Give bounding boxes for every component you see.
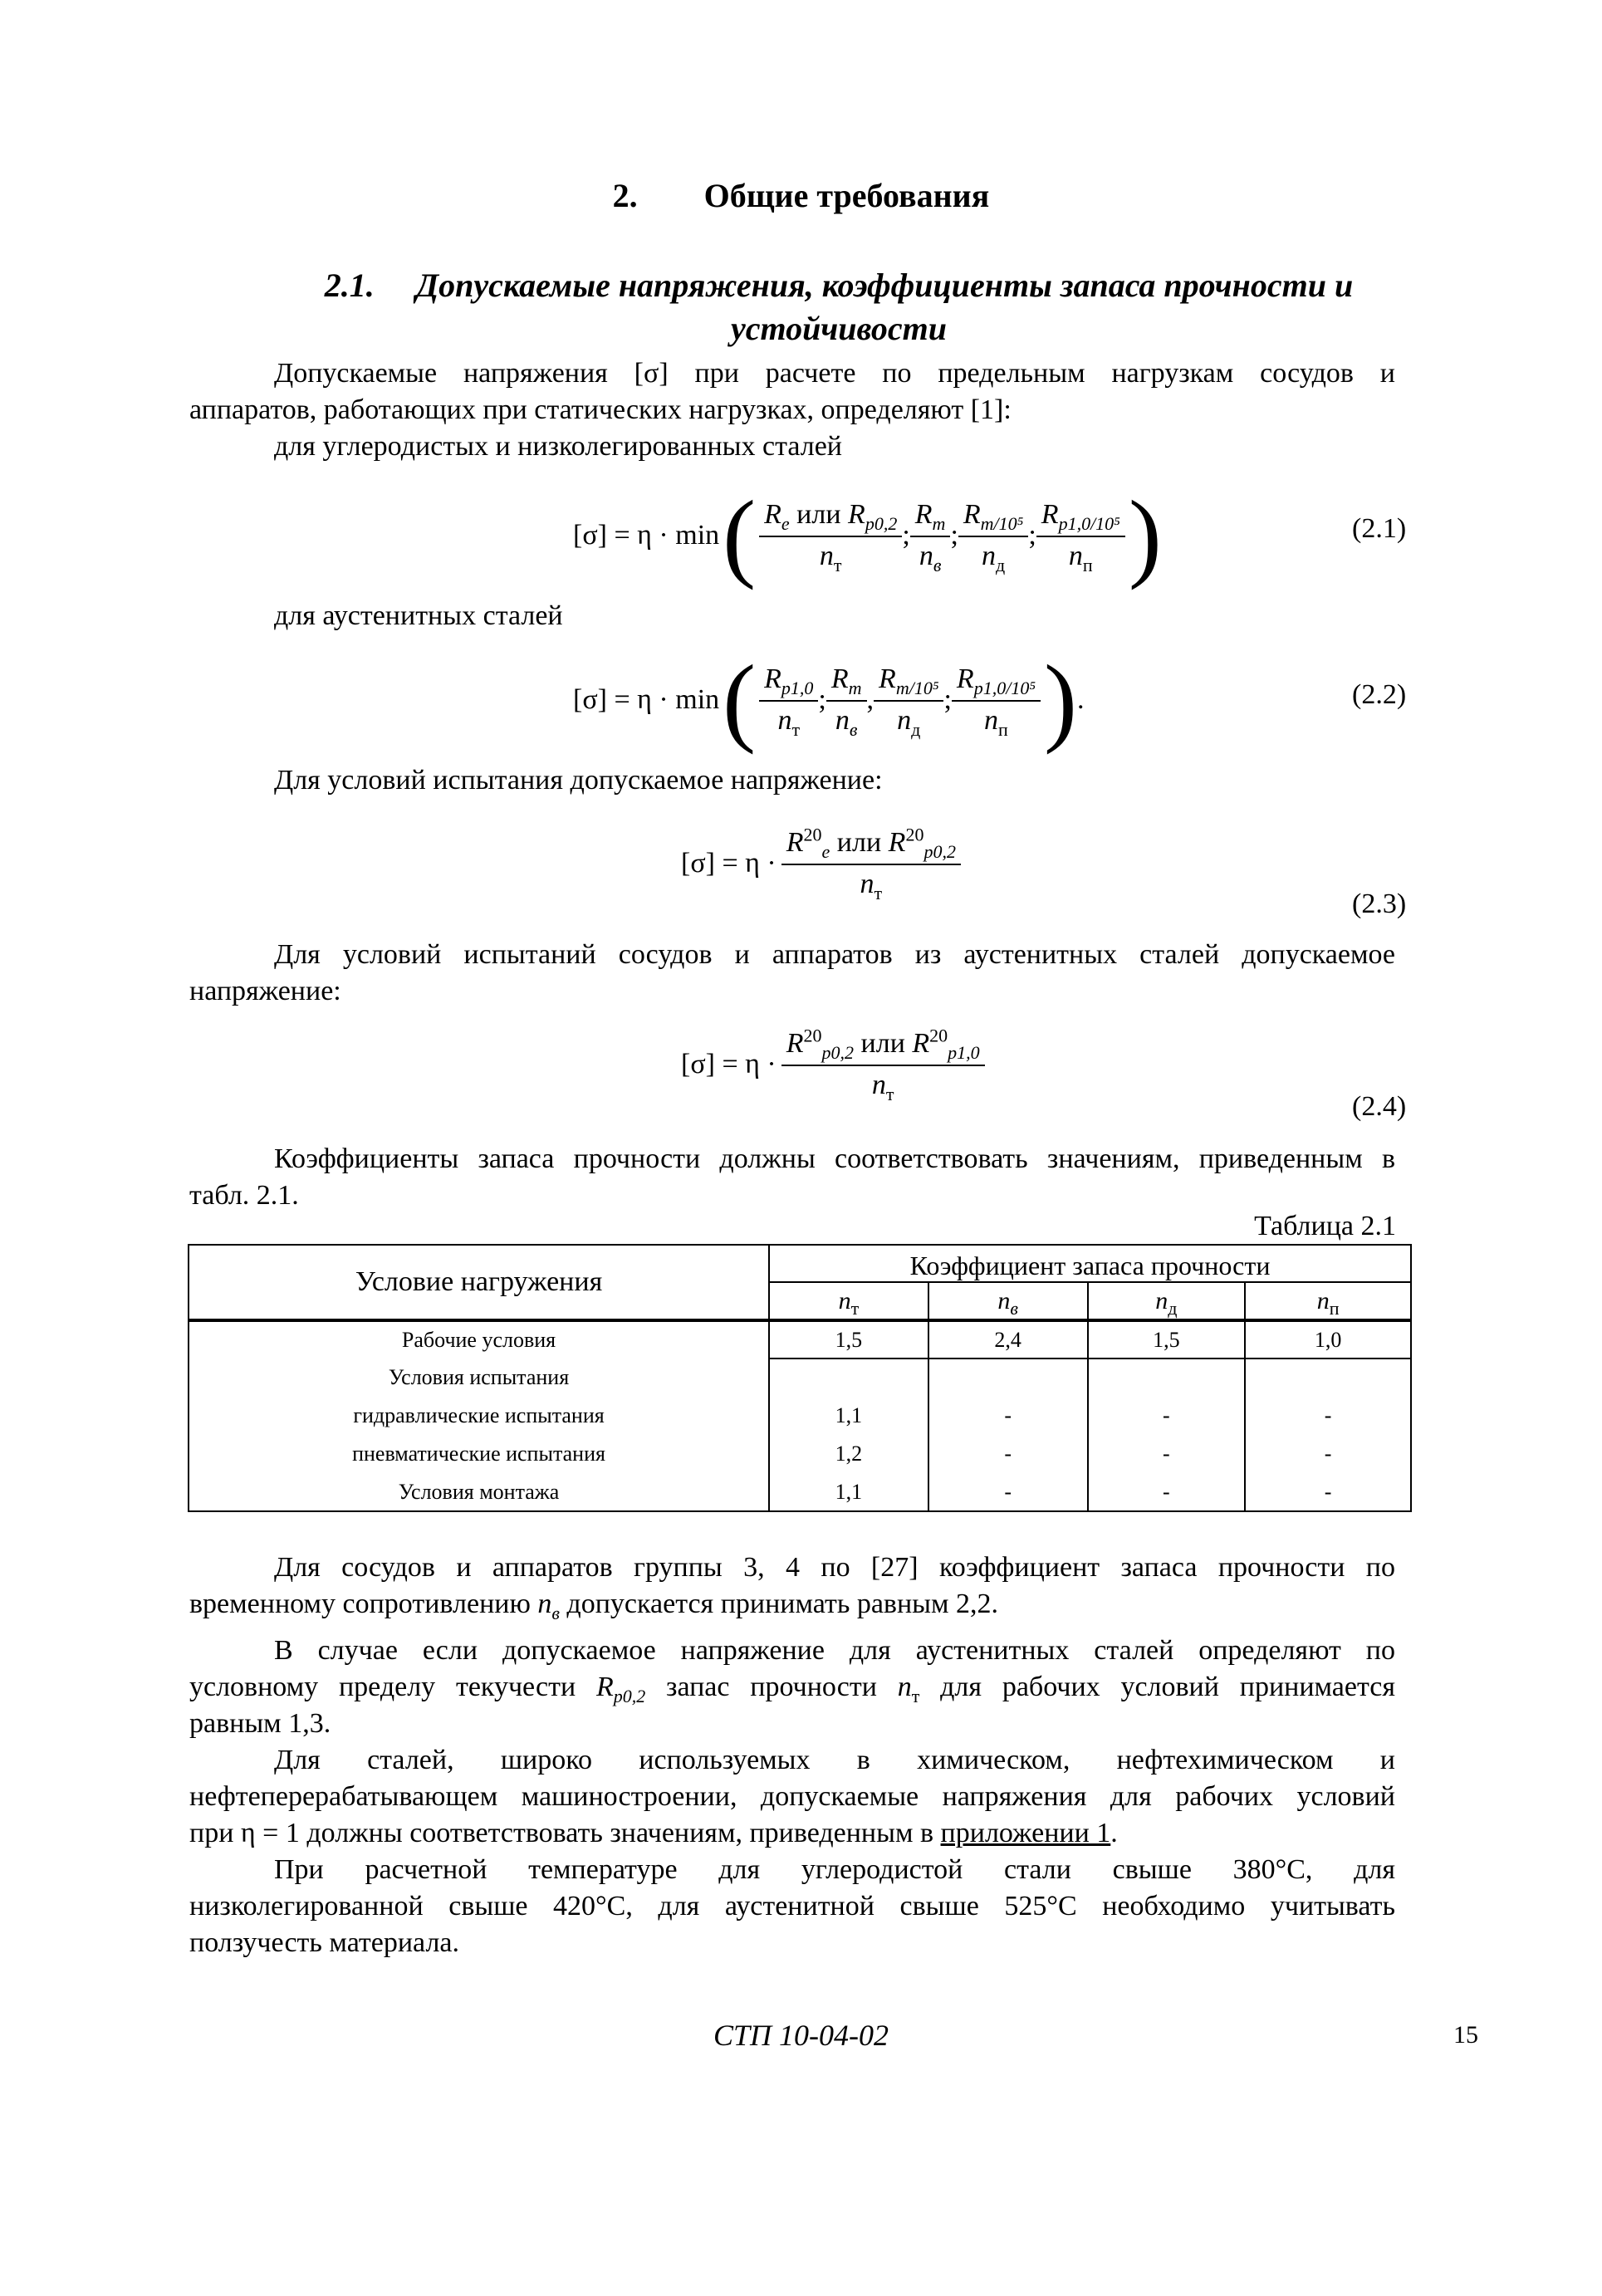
- eq2-term1: $\frac{R_{p1,0}}{n_т}$: [759, 663, 818, 737]
- eq3-fraction: $\frac{R^{20}_e или R^{20}_{p0,2}}{n_т}$: [781, 827, 961, 900]
- eq2-term4: $\frac{R_{p1,0/10^5}}{n_п}$: [952, 663, 1041, 737]
- eq1-lhs: [σ] = η · min: [573, 520, 720, 551]
- equation-2-2: [573, 646, 1084, 754]
- para-steel-line2: нефтеперерабатывающем машиностроении, допускаемые напряжения для рабочих условий: [189, 1781, 1395, 1812]
- cell: [928, 1359, 1088, 1397]
- cell: -: [1088, 1473, 1246, 1511]
- col-n-d: $n_д$: [1088, 1282, 1246, 1320]
- eq2-sep1: ;: [818, 684, 826, 715]
- subsection-title-line2: устойчивости: [730, 310, 948, 347]
- table-caption: Таблица 2.1: [1254, 1211, 1396, 1241]
- cell: -: [1088, 1397, 1246, 1435]
- para-group-line1: Для сосудов и аппаратов группы 3, 4 по [27] коэффициент запаса прочности по: [274, 1552, 1395, 1583]
- appendix-1-link[interactable]: приложении 1: [940, 1818, 1111, 1848]
- table-row: [189, 1435, 1411, 1473]
- para-group-line2: временному сопротивлению $n_в$ допускается принимать равным 2,2.: [189, 1589, 999, 1623]
- label-carbon-steels: для углеродистых и низколегированных сталей: [274, 431, 842, 462]
- cell: -: [1324, 1403, 1332, 1427]
- para-coef-line2: табл. 2.1.: [189, 1180, 299, 1211]
- eq2-tail: .: [1076, 684, 1085, 715]
- equation-2-1: [573, 482, 1162, 590]
- section-title: Общие требования: [703, 177, 990, 214]
- row-label: Условия испытания: [189, 1359, 769, 1397]
- eq1-term2: $\frac{R_m}{n_в}$: [910, 499, 951, 572]
- eq4-fraction: $\frac{R^{20}_{p0,2} или R^{20}_{p1,0}}{n_т}$: [781, 1028, 985, 1101]
- para-steel-line1: Для сталей, широко используемых в химическом, нефтехимическом и: [274, 1745, 1395, 1775]
- table-row: [189, 1320, 1411, 1359]
- eq2-lhs: [σ] = η · min: [573, 684, 720, 715]
- para-test-austenitic-line1: Для условий испытаний сосудов и аппаратов из аустенитных сталей допускаемое: [274, 939, 1395, 970]
- row-label: гидравлические испытания: [189, 1397, 769, 1435]
- section-heading: [0, 176, 1602, 215]
- para-test-austenitic-line2: напряжение:: [189, 976, 341, 1006]
- eq2-sep3: ;: [943, 684, 952, 715]
- cell: -: [928, 1397, 1088, 1435]
- subsection-title-line1: Допускаемые напряжения, коэффициенты запаса прочности и: [415, 267, 1354, 304]
- table-row: [189, 1359, 1411, 1397]
- eq3-lhs: [σ] = η ·: [681, 848, 777, 879]
- cell: -: [928, 1473, 1088, 1511]
- cell: 1,1: [769, 1473, 928, 1511]
- eq1-term1: $\frac{R_e или R_{p0,2}}{n_т}$: [759, 499, 902, 572]
- eq1-paren-close: ): [1128, 480, 1162, 590]
- label-test-conditions: Для условий испытания допускаемое напряжение:: [274, 765, 883, 796]
- cell: -: [1324, 1442, 1332, 1466]
- eq2-term2: $\frac{R_m}{n_в}$: [826, 663, 867, 737]
- equation-2-4: [681, 1015, 985, 1114]
- col-n-t: $n_т$: [769, 1282, 928, 1320]
- col-n-v: $n_в$: [928, 1282, 1088, 1320]
- subsection-heading: [249, 264, 1428, 350]
- eq2-sep2: ,: [866, 684, 874, 715]
- cell: -: [1324, 1479, 1332, 1504]
- subsection-number: 2.1.: [324, 267, 375, 304]
- eq3-number: (2.3): [1352, 889, 1407, 919]
- cell: 1,1: [769, 1397, 928, 1435]
- cell: [1245, 1359, 1411, 1397]
- para-coef-line1: Коэффициенты запаса прочности должны соответствовать значениям, приведенным в: [274, 1143, 1395, 1174]
- para-case-line2: условному пределу текучести $R_{p0,2}$ запас прочности $n_т$ для рабочих условий принимается: [189, 1672, 1395, 1706]
- cell: [1088, 1359, 1246, 1397]
- label-austenitic-steels: для аустенитных сталей: [274, 600, 563, 631]
- eq2-paren-open: (: [723, 644, 757, 755]
- para-case-line1: В случае если допускаемое напряжение для аустенитных сталей определяют по: [274, 1635, 1395, 1666]
- para-steel-line3: при η = 1 должны соответствовать значениям, приведенным в приложении 1.: [189, 1818, 1118, 1848]
- cell: 2,4: [928, 1320, 1088, 1359]
- eq2-number: (2.2): [1352, 679, 1407, 710]
- para1-line1: Допускаемые напряжения [σ] при расчете по предельным нагрузкам сосудов и: [274, 358, 1395, 389]
- eq1-term3: $\frac{R_{m/10^5}}{n_д}$: [958, 499, 1028, 572]
- eq2-term3: $\frac{R_{m/10^5}}{n_д}$: [874, 663, 943, 737]
- para-temp-line2: низколегированной свыше 420°С, для аустенитной свыше 525°С необходимо учитывать: [189, 1891, 1395, 1921]
- cell: 1,0: [1245, 1320, 1411, 1359]
- eq1-number: (2.1): [1352, 513, 1407, 544]
- footer-doc-code: СТП 10-04-02: [713, 2019, 889, 2052]
- coef-table: [188, 1244, 1412, 1512]
- cell: 1,5: [1088, 1320, 1246, 1359]
- header-coef: Коэффициент запаса прочности: [769, 1245, 1411, 1282]
- eq2-paren-close: ): [1043, 644, 1077, 755]
- para-temp-line1: При расчетной температуре для углеродистой стали свыше 380°С, для: [274, 1854, 1395, 1885]
- eq1-term4: $\frac{R_{p1,0/10^5}}{n_п}$: [1036, 499, 1125, 572]
- cell: 1,2: [769, 1435, 928, 1473]
- table-row: [189, 1397, 1411, 1435]
- table-row: [189, 1473, 1411, 1511]
- eq1-sep1: ;: [902, 520, 910, 551]
- row-label: Рабочие условия: [189, 1320, 769, 1359]
- row-label: Условия монтажа: [189, 1473, 769, 1511]
- header-condition: Условие нагружения: [189, 1245, 769, 1320]
- page-number: 15: [1453, 2021, 1478, 2049]
- cell: 1,5: [769, 1320, 928, 1359]
- equation-2-3: [681, 814, 961, 913]
- eq4-number: (2.4): [1352, 1091, 1407, 1122]
- eq1-sep3: ;: [1028, 520, 1036, 551]
- eq1-paren-open: (: [723, 480, 757, 590]
- para1-line2: аппаратов, работающих при статических нагрузках, определяют [1]:: [189, 394, 1012, 425]
- cell: -: [928, 1435, 1088, 1473]
- cell: [769, 1359, 928, 1397]
- para-case-line3: равным 1,3.: [189, 1708, 331, 1739]
- para-temp-line3: ползучесть материала.: [189, 1927, 460, 1958]
- section-number: 2.: [612, 177, 638, 214]
- eq4-lhs: [σ] = η ·: [681, 1049, 777, 1079]
- eq1-sep2: ;: [950, 520, 958, 551]
- cell: -: [1088, 1435, 1246, 1473]
- row-label: пневматические испытания: [189, 1435, 769, 1473]
- col-n-p: $n_п$: [1245, 1282, 1411, 1320]
